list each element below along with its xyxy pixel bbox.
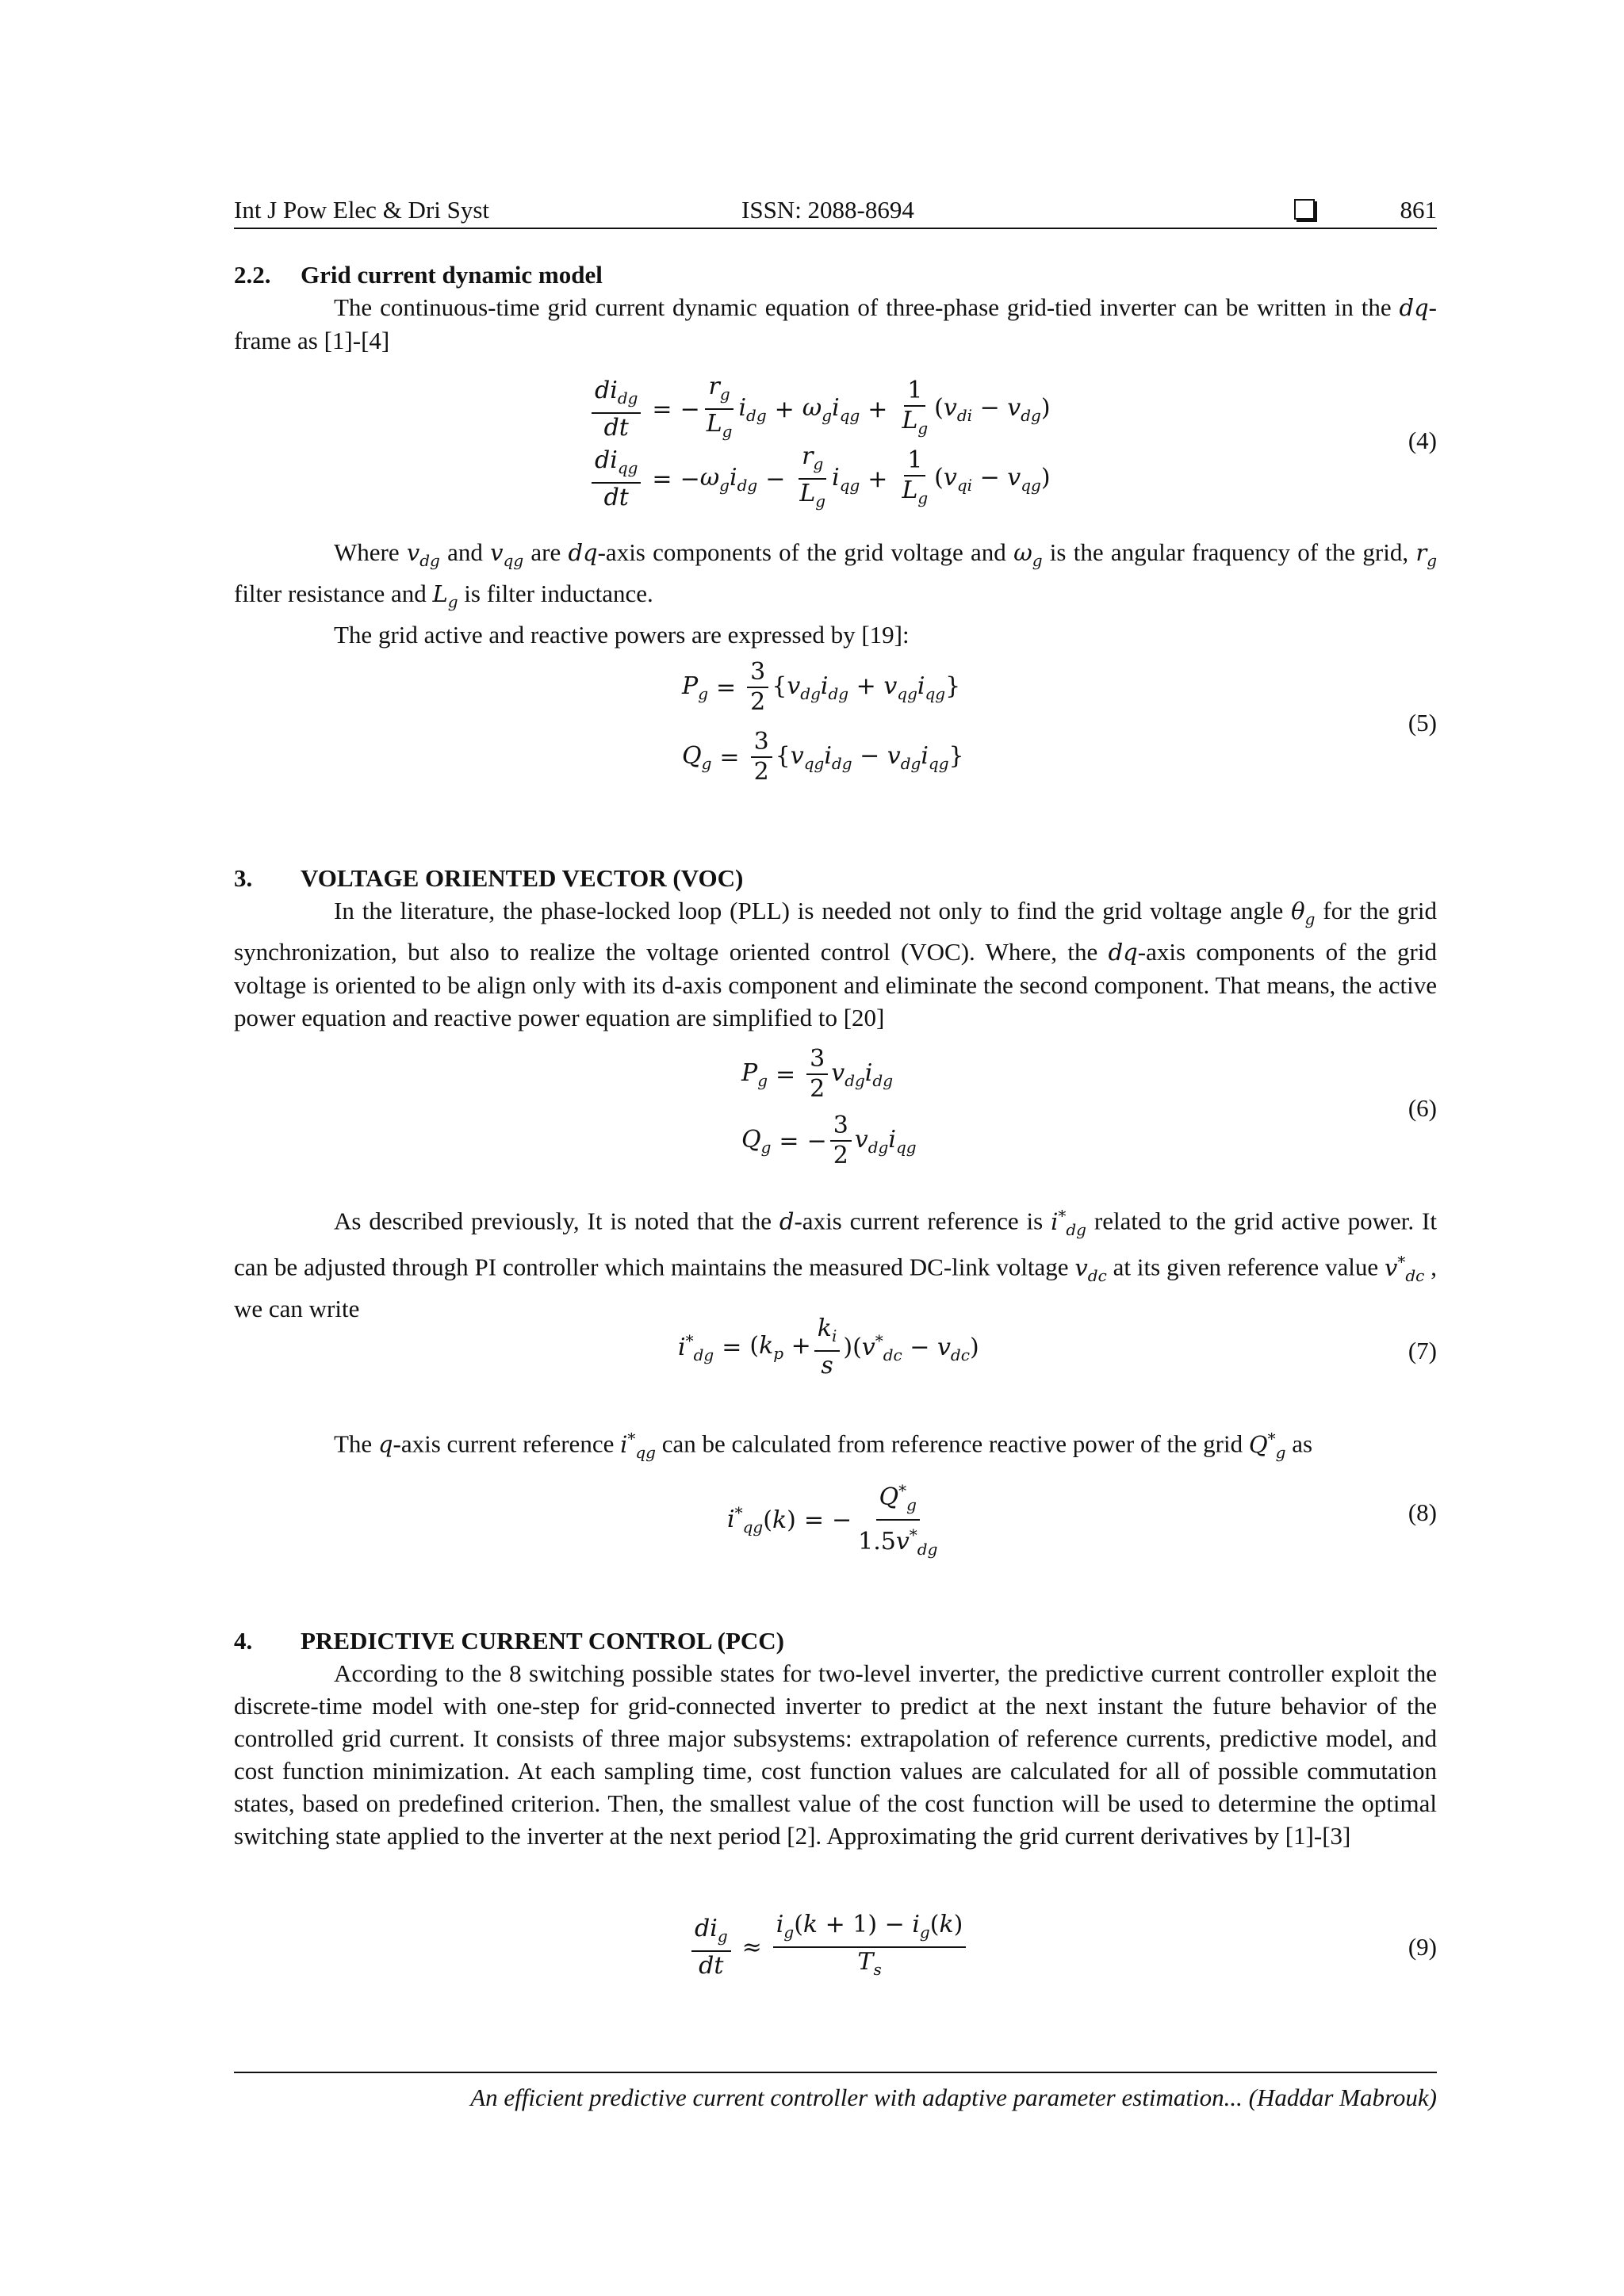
- section-title: Grid current dynamic model: [301, 261, 603, 289]
- paragraph-q-axis: The q-axis current reference $i^*_{qg}$ can be calculated from reference reactive power of the grid $Q^*_g$ as: [334, 1429, 1313, 1462]
- text-span: as: [1285, 1429, 1313, 1458]
- equation-5-line-2: $Q_g$ = $\frac{3}{2}$ $\{v_{qg}i_{dg} - v_{dg}i_{qg}\}$: [682, 728, 964, 786]
- text-span: -axis components of the grid voltage and: [597, 538, 1014, 566]
- equation-7: [234, 1314, 1437, 1394]
- text-span: -axis current reference: [393, 1429, 621, 1458]
- text-span: related to the grid active power. It can be adjusted through PI controller which maintains the measured DC-link voltage: [234, 1207, 1437, 1282]
- equation-number: (7): [1408, 1337, 1437, 1364]
- section-number: 2.2.: [234, 261, 271, 289]
- journal-name: Int J Pow Elec & Dri Syst: [234, 196, 490, 224]
- equation-8: [234, 1476, 1437, 1559]
- text-span: can be calculated from reference reactive power of the grid: [655, 1429, 1249, 1458]
- section-title: PREDICTIVE CURRENT CONTROL (PCC): [301, 1627, 785, 1655]
- running-header: [234, 193, 1437, 229]
- text-span: is the angular fraquency of the grid,: [1042, 538, 1416, 566]
- section-heading-2-2: [234, 258, 603, 291]
- paragraph-grid-intro: [234, 291, 1437, 357]
- paragraph-where: Where $v_{dg}$ and $v_{qg}$ are dq-axis components of the grid voltage and $\omega_g$ is the angular fraquency of the grid, $r_g$ filter resistance and $L_g$ is filter inductance. The grid active and reactive powers are expressed by [19]:: [234, 536, 1437, 651]
- equation-4-line-2: $\frac{di_{qg}}{dt}$ = − $\omega_gi_{dg}$ − $\frac{r_g}{L_g}$ $i_{qg}$ + $\frac{1}{L_g}$ $(v_{qi} - v_{qg})$: [588, 442, 1051, 515]
- section-heading-3: [234, 862, 743, 894]
- text-span: The continuous-time grid current dynamic equation of three-phase grid-tied inverter can be written in the: [334, 293, 1400, 321]
- text-span: -axis current reference is: [794, 1207, 1051, 1235]
- paragraph-voc: In the literature, the phase-locked loop (PLL) is needed not only to find the grid voltage angle $\theta_g$ for the grid synchronization, but also to realize the voltage oriented control (VOC). Where, the dq-axis components of the grid voltage is oriented to be align only with its d-axis component and eliminate the second component. That means, the active power equation and reactive power equation are simplified to [20]: [234, 897, 1437, 1031]
- text-span: are: [523, 538, 569, 566]
- square-box-icon: [1294, 199, 1315, 220]
- text-span: for the grid synchronization, but also to realize the voltage oriented control (VOC). Where, the: [234, 897, 1437, 966]
- text-span: As described previously, It is noted that the: [334, 1207, 779, 1235]
- equation-9: [234, 1911, 1437, 1990]
- paragraph-powers: The grid active and reactive powers are expressed by [19]:: [334, 620, 910, 649]
- equation-4: [234, 373, 1437, 515]
- equation-9-line: $\frac{di_g}{dt}$ ≈ $\frac{i_g(k + 1) - i_g(k)}{T_s}$: [688, 1911, 969, 1984]
- paragraph-d-axis: As described previously, It is noted that the d-axis current reference is $i^*_{dg}$ related to the grid active power. It can be adjusted through PI controller which maintains the measured DC-link voltage $v_{dc}$ at its given reference value $v^*_{dc}$ , we can write: [234, 1206, 1438, 1322]
- running-footer: An efficient predictive current controller with adaptive parameter estimation... (Haddar Mabrouk): [470, 2084, 1437, 2111]
- equation-number: (6): [1408, 1094, 1437, 1122]
- footer-rule: [234, 2072, 1437, 2073]
- text-span: -frame as [1]-[4]: [234, 293, 1437, 354]
- equation-7-line: $i^*_{dg}$ = ($k_p$ + $\frac{k_i}{s}$ )$(v^*_{dc} - v_{dc})$: [678, 1314, 979, 1380]
- issn: ISSN: 2088-8694: [741, 196, 914, 224]
- equation-number: (4): [1408, 427, 1437, 454]
- equation-5: [234, 658, 1437, 793]
- equation-number: (5): [1408, 709, 1437, 737]
- page-number: 861: [1400, 196, 1437, 224]
- equation-4-line-1: $\frac{di_{dg}}{dt}$ = − $\frac{r_g}{L_g}$ $i_{dg}$ + $\omega_gi_{qg}$ + $\frac{1}{L_g}$ $(v_{di} - v_{dg})$: [588, 373, 1051, 446]
- equation-8-line: $i^*_{qg}$ (k) = − $\frac{Q^*_g}{1.5v^*_{dg}}$: [727, 1476, 944, 1563]
- section-heading-4: [234, 1624, 784, 1657]
- equation-5-line-1: $P_g$ = $\frac{3}{2}$ $\{v_{dg}i_{dg} + v_{qg}i_{qg}\}$: [682, 658, 961, 716]
- text-span: -axis components of the grid voltage is oriented to be align only with its d-axis component and eliminate the second component. That means, the active power equation and reactive power equation are simplified to [20]: [234, 937, 1437, 1031]
- paragraph-pcc: [234, 1657, 1437, 1852]
- text-span: In the literature, the phase-locked loop (PLL) is needed not only to find the grid voltage angle: [334, 897, 1292, 924]
- equation-6: [234, 1045, 1437, 1180]
- text-span: , we can write: [234, 1253, 1438, 1322]
- section-number: 4.: [234, 1627, 253, 1655]
- text-span: The: [334, 1429, 378, 1458]
- equation-6-line-1: $P_g$ = $\frac{3}{2}$ $v_{dg}i_{dg}$: [741, 1045, 894, 1103]
- math-dq: dq: [1399, 294, 1429, 321]
- equation-6-line-2: $Q_g$ = − $\frac{3}{2}$ $v_{dg}i_{qg}$: [741, 1112, 917, 1169]
- text-span: is filter inductance.: [458, 579, 653, 607]
- text-span: and: [439, 538, 491, 566]
- equation-number: (8): [1408, 1498, 1437, 1526]
- text-span: at its given reference value: [1106, 1253, 1385, 1282]
- equation-number: (9): [1408, 1933, 1437, 1961]
- text-span: filter resistance and: [234, 579, 433, 607]
- section-number: 3.: [234, 864, 253, 892]
- paragraph-pcc-text: According to the 8 switching possible states for two-level inverter, the predictive current controller exploit the discrete-time model with one-step for grid-connected inverter to predict at the next instant the future behavior of the controlled grid current. It consists of three major subsystems: extrapolation of reference currents, predictive model, and cost function minimization. At each sampling time, cost function values are calculated for all of possible commutation states, based on predefined criterion. Then, the smallest value of the cost function will be used to determine the optimal switching state applied to the inverter at the next period [2]. Approximating the grid current derivatives by [1]-[3]: [234, 1659, 1437, 1850]
- section-title: VOLTAGE ORIENTED VECTOR (VOC): [301, 864, 744, 892]
- text-span: Where: [334, 538, 407, 566]
